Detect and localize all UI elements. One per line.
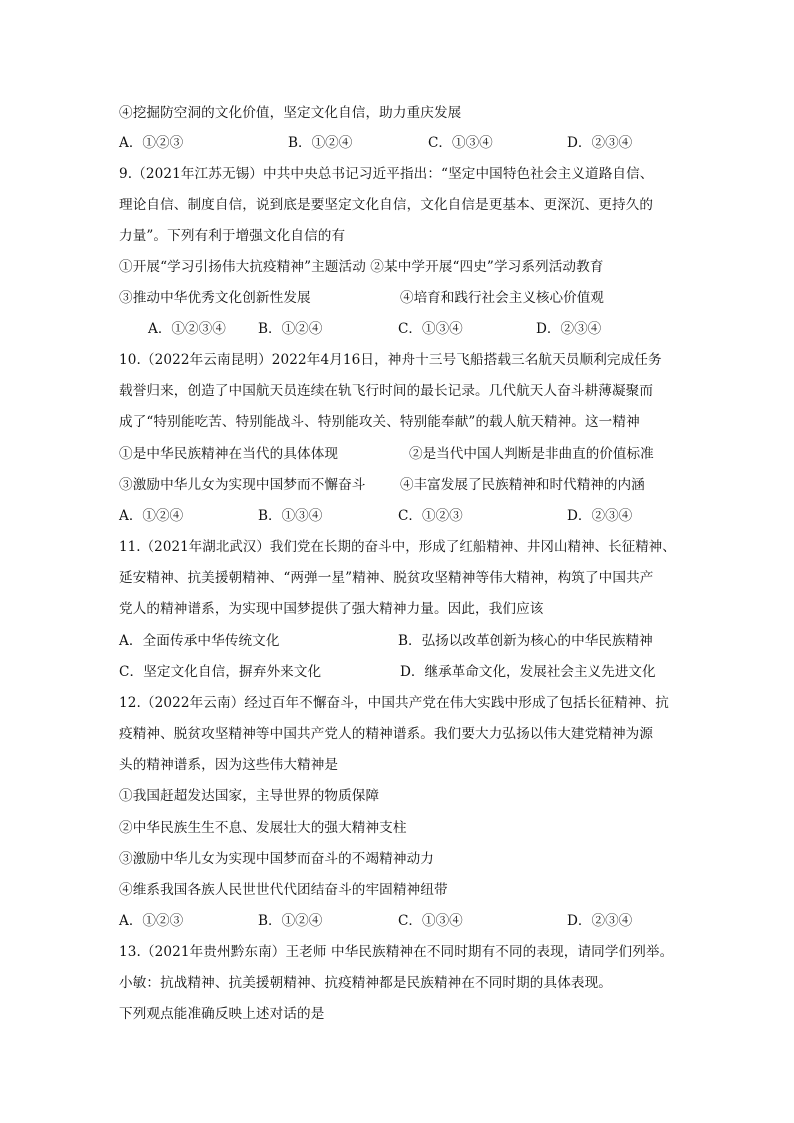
q10-stem-line-1: 10.（2022年云南昆明）2022年4月16日，神舟十三号飞船搭载三名航天员顺利完成任务 xyxy=(119,352,662,368)
q9-option-a[interactable]: A．①②③④ xyxy=(148,321,226,337)
q10-stem-line-2: 载誉归来，创造了中国航天员连续在轨飞行时间的最长记录。几代航天人奋斗耕薄凝聚而 xyxy=(119,383,654,399)
q11-option-b[interactable]: B．弘扬以改革创新为核心的中华民族精神 xyxy=(398,633,653,649)
q10-stem-line-3: 成了“特别能吃苦、特别能战斗、特别能攻关、特别能奉献”的载人航天精神。这一精神 xyxy=(119,414,640,430)
q9-statement-3: ③推动中华优秀文化创新性发展 xyxy=(119,290,311,306)
q9-option-c[interactable]: C．①③④ xyxy=(398,321,463,337)
q13-stem-line-3: 下列观点能准确反映上述对话的是 xyxy=(119,1006,325,1022)
q12-statement-2: ②中华民族生生不息、发展壮大的强大精神支柱 xyxy=(119,820,407,836)
q8-option-d[interactable]: D．②③④ xyxy=(567,135,633,151)
q11-option-c[interactable]: C．坚定文化自信，摒弃外来文化 xyxy=(119,664,322,680)
q13-stem-line-2: 小敏：抗战精神、抗美援朝精神、抗疫精神都是民族精神在不同时期的具体表现。 xyxy=(119,975,612,991)
q12-option-d[interactable]: D．②③④ xyxy=(567,913,633,929)
q8-option-c[interactable]: C．①③④ xyxy=(428,135,493,151)
q10-option-d[interactable]: D．②③④ xyxy=(567,508,633,524)
q11-option-a[interactable]: A．全面传承中华传统文化 xyxy=(119,633,280,649)
q10-option-c[interactable]: C．①②③ xyxy=(398,508,463,524)
q9-stem-line-1: 9.（2021年江苏无锡）中共中央总书记习近平指出：“坚定中国特色社会主义道路自信、 xyxy=(119,166,654,182)
q9-option-b[interactable]: B．①②④ xyxy=(258,321,323,337)
q12-option-a[interactable]: A．①②③ xyxy=(119,913,184,929)
q12-statement-4: ④维系我国各族人民世世代代团结奋斗的牢固精神纽带 xyxy=(119,882,448,898)
q11-stem-line-2: 延安精神、抗美援朝精神、“两弹一星”精神、脱贫攻坚精神等伟大精神，构筑了中国共产 xyxy=(119,570,654,586)
q10-option-b[interactable]: B．①③④ xyxy=(258,508,323,524)
q12-option-c[interactable]: C．①③④ xyxy=(398,913,463,929)
q10-statement-4: ④丰富发展了民族精神和时代精神的内涵 xyxy=(400,477,645,493)
q9-stem-line-3: 力量”。下列有利于增强文化自信的有 xyxy=(119,228,346,244)
q9-stem-line-2: 理论自信、制度自信，说到底是要坚定文化自信，文化自信是更基本、更深沉、更持久的 xyxy=(119,197,654,213)
q10-statement-2: ②是当代中国人判断是非曲直的价值标准 xyxy=(409,446,654,462)
q10-statement-3: ③激励中华儿女为实现中国梦而不懈奋斗 xyxy=(119,477,366,493)
q10-statement-1: ①是中华民族精神在当代的具体体现 xyxy=(119,446,339,462)
q8-statement-4: ④挖掘防空洞的文化价值，坚定文化自信，助力重庆发展 xyxy=(119,105,462,121)
q8-option-a[interactable]: A．①②③ xyxy=(119,135,184,151)
q12-stem-line-3: 头的精神谱系，因为这些伟大精神是 xyxy=(119,757,339,773)
q12-stem-line-1: 12.（2022年云南）经过百年不懈奋斗，中国共产党在伟大实践中形成了包括长征精神、抗 xyxy=(119,695,669,711)
q9-statements-1-2: ①开展“学习引扬伟大抗疫精神”主题活动 ②某中学开展“四史”学习系列活动教育 xyxy=(119,259,604,275)
q13-stem-line-1: 13.（2021年贵州黔东南）王老师 中华民族精神在不同时期有不同的表现，请同学们列举。 xyxy=(119,944,674,960)
q8-option-b[interactable]: B．①②④ xyxy=(288,135,353,151)
q12-statement-3: ③激励中华儿女为实现中国梦而奋斗的不竭精神动力 xyxy=(119,851,434,867)
q10-option-a[interactable]: A．①②④ xyxy=(119,508,184,524)
q12-statement-1: ①我国赶超发达国家，主导世界的物质保障 xyxy=(119,788,380,804)
q11-stem-line-3: 党人的精神谱系，为实现中国梦提供了强大精神力量。因此，我们应该 xyxy=(119,601,544,617)
q9-statement-4: ④培育和践行社会主义核心价值观 xyxy=(400,290,604,306)
q11-option-d[interactable]: D．继承革命文化，发展社会主义先进文化 xyxy=(400,664,656,680)
q11-stem-line-1: 11.（2021年湖北武汉）我们党在长期的奋斗中，形成了红船精神、井冈山精神、长征精神、 xyxy=(119,539,676,555)
q12-option-b[interactable]: B．①②④ xyxy=(258,913,323,929)
q12-stem-line-2: 疫精神、脱贫攻坚精神等中国共产党人的精神谱系。我们要大力弘扬以伟大建党精神为源 xyxy=(119,726,654,742)
q9-option-d[interactable]: D．②③④ xyxy=(536,321,602,337)
